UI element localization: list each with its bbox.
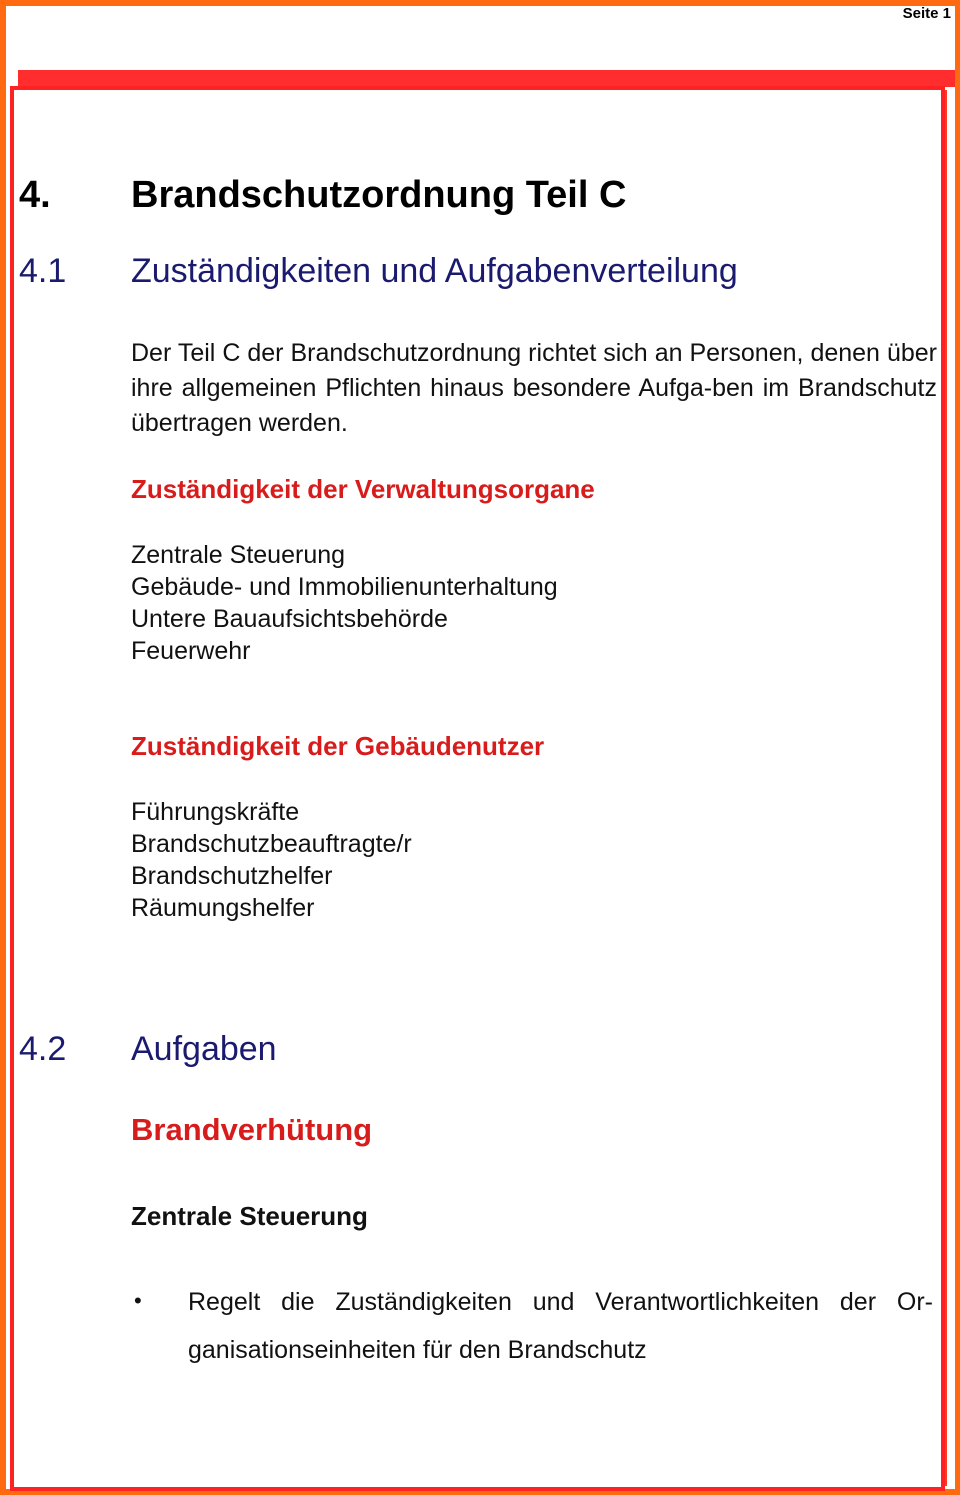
topic-heading: Brandverhütung xyxy=(131,1112,373,1147)
subsection-heading-4-2 xyxy=(19,1030,277,1069)
list-item: Führungskräfte xyxy=(131,798,300,826)
subtopic-heading: Zentrale Steuerung xyxy=(131,1201,368,1231)
bullet-icon: • xyxy=(134,1288,142,1313)
subsection-number: 4.1 xyxy=(19,252,67,290)
list-item: Räumungshelfer xyxy=(131,894,315,922)
users-list xyxy=(131,796,412,924)
admin-list xyxy=(131,539,558,667)
subsection-heading-4-1 xyxy=(19,252,738,291)
admin-heading: Zuständigkeit der Verwaltungsorgane xyxy=(131,474,595,504)
intro-paragraph: Der Teil C der Brandschutzordnung richtet sich an Personen, denen über ihre allgemeinen Pflichten hinaus besondere Aufga-ben im Brandschutz übertragen werden. xyxy=(131,339,937,437)
list-item: Feuerwehr xyxy=(131,637,251,665)
subsection-number: 4.2 xyxy=(19,1030,67,1068)
list-item: Zentrale Steuerung xyxy=(131,541,346,569)
page-number: Seite 1 xyxy=(902,5,951,22)
list-item: Gebäude- und Immobilienunterhaltung xyxy=(131,573,558,601)
list-item: Untere Bauaufsichtsbehörde xyxy=(131,605,448,633)
bullet-text: Regelt die Zuständigkeiten und Verantwortlichkeiten der Or-ganisationseinheiten für den Brandschutz xyxy=(188,1288,933,1364)
document-page xyxy=(6,6,955,1489)
subsection-title: Zuständigkeiten und Aufgabenverteilung xyxy=(131,252,738,290)
list-item: Brandschutzbeauftragte/r xyxy=(131,830,412,858)
section-title: Brandschutzordnung Teil C xyxy=(131,174,627,216)
section-heading xyxy=(19,174,626,217)
users-heading: Zuständigkeit der Gebäudenutzer xyxy=(131,731,545,761)
list-item: Brandschutzhelfer xyxy=(131,862,333,890)
subsection-title: Aufgaben xyxy=(131,1030,277,1068)
section-number: 4. xyxy=(19,174,51,216)
header-band xyxy=(18,70,955,87)
